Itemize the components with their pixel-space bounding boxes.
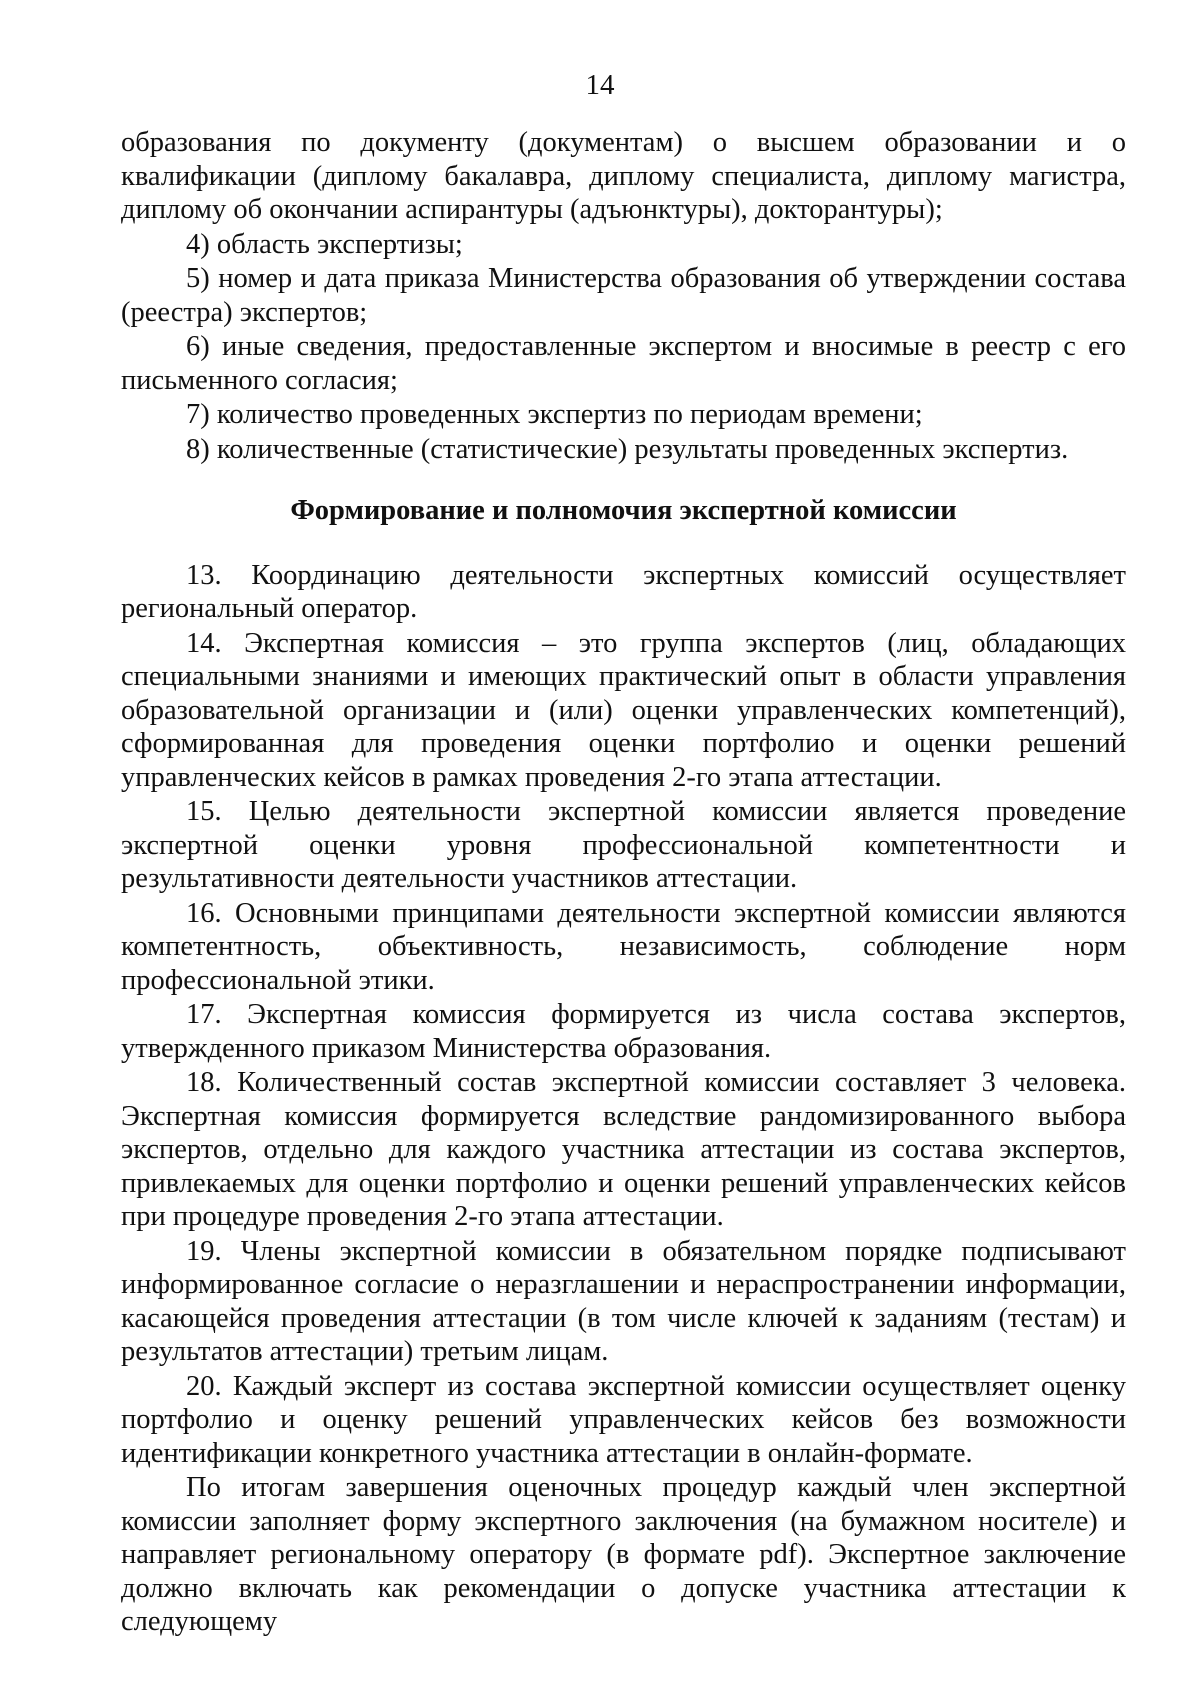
clause-15: 15. Целью деятельности экспертной комиссии является проведение экспертной оценки уровня профессиональной компетентности и результативности деятельности участников аттестации.: [121, 796, 1126, 894]
list-item-8: 8) количественные (статистические) результаты проведенных экспертиз.: [186, 433, 1069, 465]
clause-16: 16. Основными принципами деятельности экспертной комиссии являются компетентность, объективность, независимость, соблюдение норм профессиональной этики.: [121, 897, 1126, 996]
page-number: 14: [585, 69, 615, 101]
list-item-7: 7) количество проведенных экспертиз по периодам времени;: [186, 399, 923, 430]
document-body: [121, 126, 1126, 1639]
clause-19: 19. Члены экспертной комиссии в обязательном порядке подписывают информированное согласие о неразглашении и нераспространении информации, касающейся проведения аттестации (в том числе ключей к заданиям (тестам) и результатов аттестации) третьим лицам.: [121, 1235, 1126, 1367]
clause-18: 18. Количественный состав экспертной комиссии составляет 3 человека. Экспертная комиссия формируется вследствие рандомизированного выбора экспертов, отдельно для каждого участника аттестации из состава экспертов, привлекаемых для оценки портфолио и оценки решений управленческих кейсов при процедуре проведения 2-го этапа аттестации.: [121, 1067, 1126, 1232]
list-item-4: 4) область экспертизы;: [186, 228, 463, 260]
clause-20: 20. Каждый эксперт из состава экспертной комиссии осуществляет оценку портфолио и оценку решений управленческих кейсов без возможности идентификации конкретного участника аттестации в онлайн-формате.: [121, 1370, 1126, 1469]
clause-17: 17. Экспертная комиссия формируется из числа состава экспертов, утвержденного приказом Министерства образования.: [121, 999, 1126, 1064]
clause-13: 13. Координацию деятельности экспертных комиссий осуществляет региональный оператор.: [121, 559, 1126, 624]
list-item-6: 6) иные сведения, предоставленные экспертом и вносимые в реестр с его письменного согласия;: [121, 331, 1126, 396]
section-heading: Формирование и полномочия экспертной комиссии: [290, 495, 957, 526]
clause-20-continuation: По итогам завершения оценочных процедур каждый член экспертной комиссии заполняет форму экспертного заключения (на бумажном носителе) и направляет региональному оператору (в формате pdf). Экспертное заключение должно включать как рекомендации о допуске участника аттестации к следующему: [121, 1472, 1126, 1637]
paragraph-continuation: образования по документу (документам) о высшем образовании и о квалификации (диплому бакалавра, диплому специалиста, диплому магистра, диплому об окончании аспирантуры (адъюнктуры), докторантуры);: [121, 127, 1126, 225]
clause-14: 14. Экспертная комиссия – это группа экспертов (лиц, обладающих специальными знаниями и имеющих практический опыт в области управления образовательной организации и (или) оценки управленческих компетенций), сформированная для проведения оценки портфолио и оценки решений управленческих кейсов в рамках проведения 2-го этапа аттестации.: [121, 627, 1126, 793]
list-item-5: 5) номер и дата приказа Министерства образования об утверждении состава (реестра) экспертов;: [121, 263, 1126, 328]
